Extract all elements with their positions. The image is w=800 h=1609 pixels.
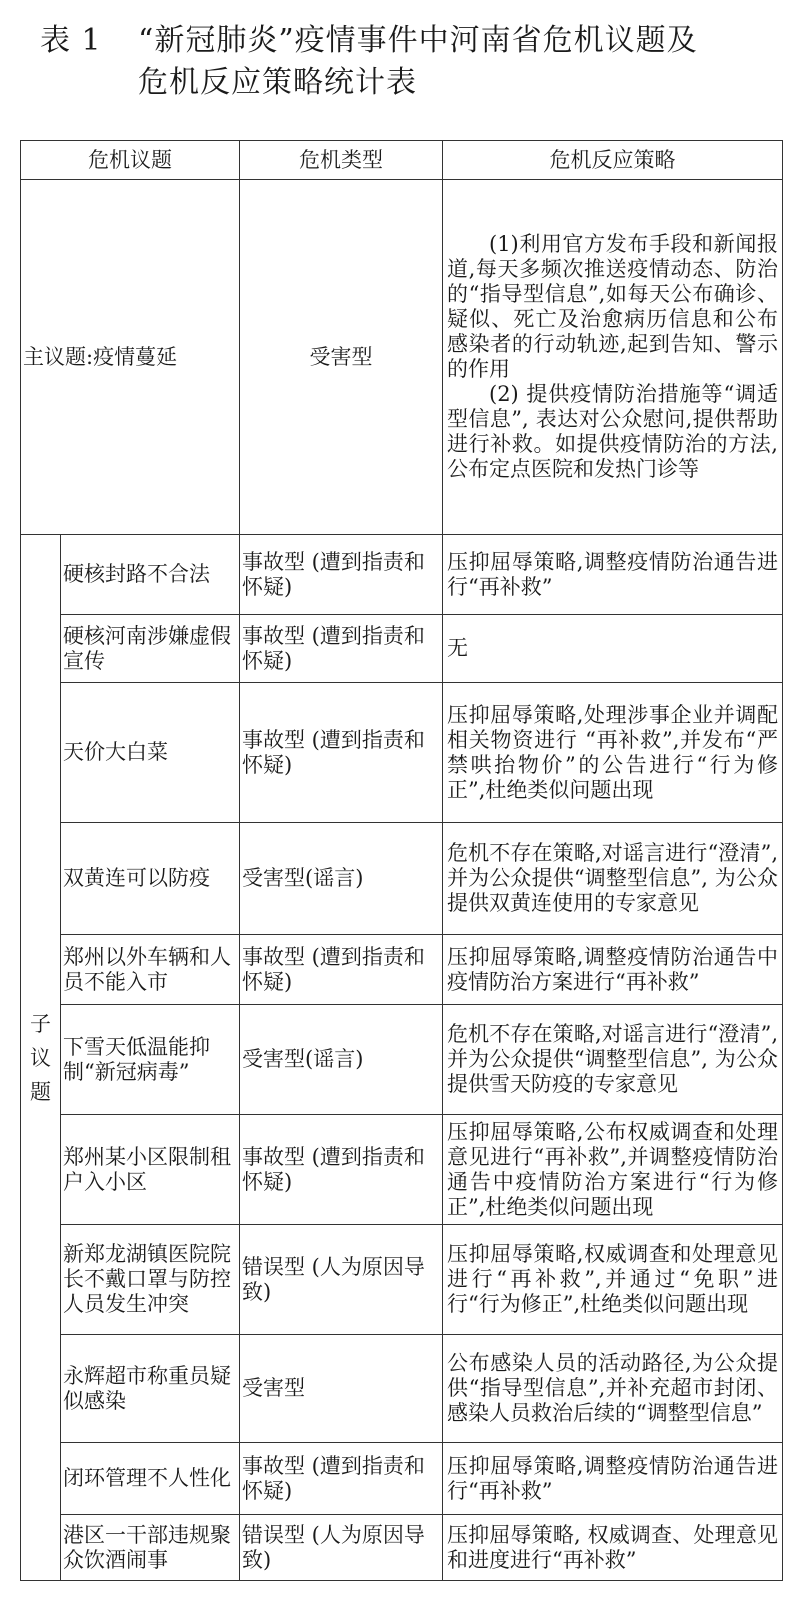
table-row <box>21 1225 783 1335</box>
main-topic: 主议题:疫情蔓延 <box>21 180 240 535</box>
sub-strategy: 压抑屈辱策略, 权威调查、处理意见和进度进行“再补救” <box>443 1515 783 1581</box>
sub-topic: 双黄连可以防疫 <box>61 823 240 935</box>
sub-topic: 港区一干部违规聚众饮酒闹事 <box>61 1515 240 1581</box>
sub-label-char: 题 <box>30 1079 51 1104</box>
main-type: 受害型 <box>240 180 443 535</box>
sub-type: 事故型 (遭到指责和怀疑) <box>240 1115 443 1225</box>
sub-topic-label <box>21 535 61 1581</box>
sub-type: 事故型 (遭到指责和怀疑) <box>240 1443 443 1515</box>
sub-strategy: 压抑屈辱策略,调整疫情防治通告进行“再补救” <box>443 535 783 615</box>
table-row <box>21 535 783 615</box>
sub-type: 受害型(谣言) <box>240 823 443 935</box>
header-type: 危机类型 <box>240 141 443 180</box>
sub-topic: 永辉超市称重员疑似感染 <box>61 1335 240 1443</box>
main-strategy-p2: (2) 提供疫情防治措施等“调适型信息”, 表达对公众慰问,提供帮助进行补救。如提供疫情防治的方法,公布定点医院和发热门诊等 <box>447 382 778 481</box>
crisis-strategy-table <box>20 140 783 1581</box>
table-number: 表 1 <box>40 23 102 58</box>
sub-label-char: 子 <box>30 1011 51 1036</box>
sub-strategy: 压抑屈辱策略,调整疫情防治通告中疫情防治方案进行“再补救” <box>443 935 783 1005</box>
sub-type: 事故型 (遭到指责和怀疑) <box>240 535 443 615</box>
table-title <box>40 20 780 104</box>
sub-type: 受害型 <box>240 1335 443 1443</box>
table-row <box>21 823 783 935</box>
table-row <box>21 1515 783 1581</box>
sub-topic: 郑州以外车辆和人员不能入市 <box>61 935 240 1005</box>
sub-type: 事故型 (遭到指责和怀疑) <box>240 615 443 683</box>
sub-type: 错误型 (人为原因导致) <box>240 1225 443 1335</box>
title-line-1 <box>40 20 780 62</box>
sub-topic: 新郑龙湖镇医院院长不戴口罩与防控人员发生冲突 <box>61 1225 240 1335</box>
title-line-2: 危机反应策略统计表 <box>138 65 417 100</box>
sub-label-char: 议 <box>30 1045 51 1070</box>
sub-strategy: 危机不存在策略,对谣言进行“澄清”, 并为公众提供“调整型信息”, 为公众提供雪天防疫的专家意见 <box>443 1005 783 1115</box>
sub-type: 事故型 (遭到指责和怀疑) <box>240 935 443 1005</box>
table-row <box>21 1115 783 1225</box>
sub-topic: 下雪天低温能抑制“新冠病毒” <box>61 1005 240 1115</box>
sub-topic: 郑州某小区限制租户入小区 <box>61 1115 240 1225</box>
sub-type: 事故型 (遭到指责和怀疑) <box>240 683 443 823</box>
sub-strategy: 危机不存在策略,对谣言进行“澄清”, 并为公众提供“调整型信息”, 为公众提供双黄连使用的专家意见 <box>443 823 783 935</box>
sub-strategy: 压抑屈辱策略,权威调查和处理意见进行“再补救”,并通过“免职”进行“行为修正”,杜绝类似问题出现 <box>443 1225 783 1335</box>
sub-strategy: 压抑屈辱策略,处理涉事企业并调配相关物资进行 “再补救”,并发布“严禁哄抬物价”的公告进行“行为修正”,杜绝类似问题出现 <box>443 683 783 823</box>
sub-type: 受害型(谣言) <box>240 1005 443 1115</box>
table-row <box>21 935 783 1005</box>
sub-topic: 闭环管理不人性化 <box>61 1443 240 1515</box>
sub-topic: 天价大白菜 <box>61 683 240 823</box>
sub-topic: 硬核封路不合法 <box>61 535 240 615</box>
sub-topic: 硬核河南涉嫌虚假宣传 <box>61 615 240 683</box>
main-strategy-p1: (1)利用官方发布手段和新闻报道,每天多频次推送疫情动态、防治的“指导型信息”,如每天公布确诊、疑似、死亡及治愈病历信息和公布感染者的行动轨迹,起到告知、警示的作用 <box>447 232 778 381</box>
header-row <box>21 141 783 180</box>
sub-strategy: 公布感染人员的活动路径,为公众提供“指导型信息”,并补充超市封闭、感染人员救治后续的“调整型信息” <box>443 1335 783 1443</box>
header-strategy: 危机反应策略 <box>443 141 783 180</box>
main-strategy <box>443 180 783 535</box>
title-text-1: “新冠肺炎”疫情事件中河南省危机议题及 <box>138 23 698 58</box>
table-row <box>21 1443 783 1515</box>
sub-strategy: 压抑屈辱策略,调整疫情防治通告进行“再补救” <box>443 1443 783 1515</box>
table-row <box>21 1005 783 1115</box>
header-topic: 危机议题 <box>21 141 240 180</box>
main-topic-row <box>21 180 783 535</box>
sub-strategy: 压抑屈辱策略,公布权威调查和处理意见进行“再补救”,并调整疫情防治通告中疫情防治方案进行“行为修正”,杜绝类似问题出现 <box>443 1115 783 1225</box>
table-row <box>21 615 783 683</box>
sub-strategy: 无 <box>443 615 783 683</box>
sub-type: 错误型 (人为原因导致) <box>240 1515 443 1581</box>
table-row <box>21 683 783 823</box>
table-row <box>21 1335 783 1443</box>
